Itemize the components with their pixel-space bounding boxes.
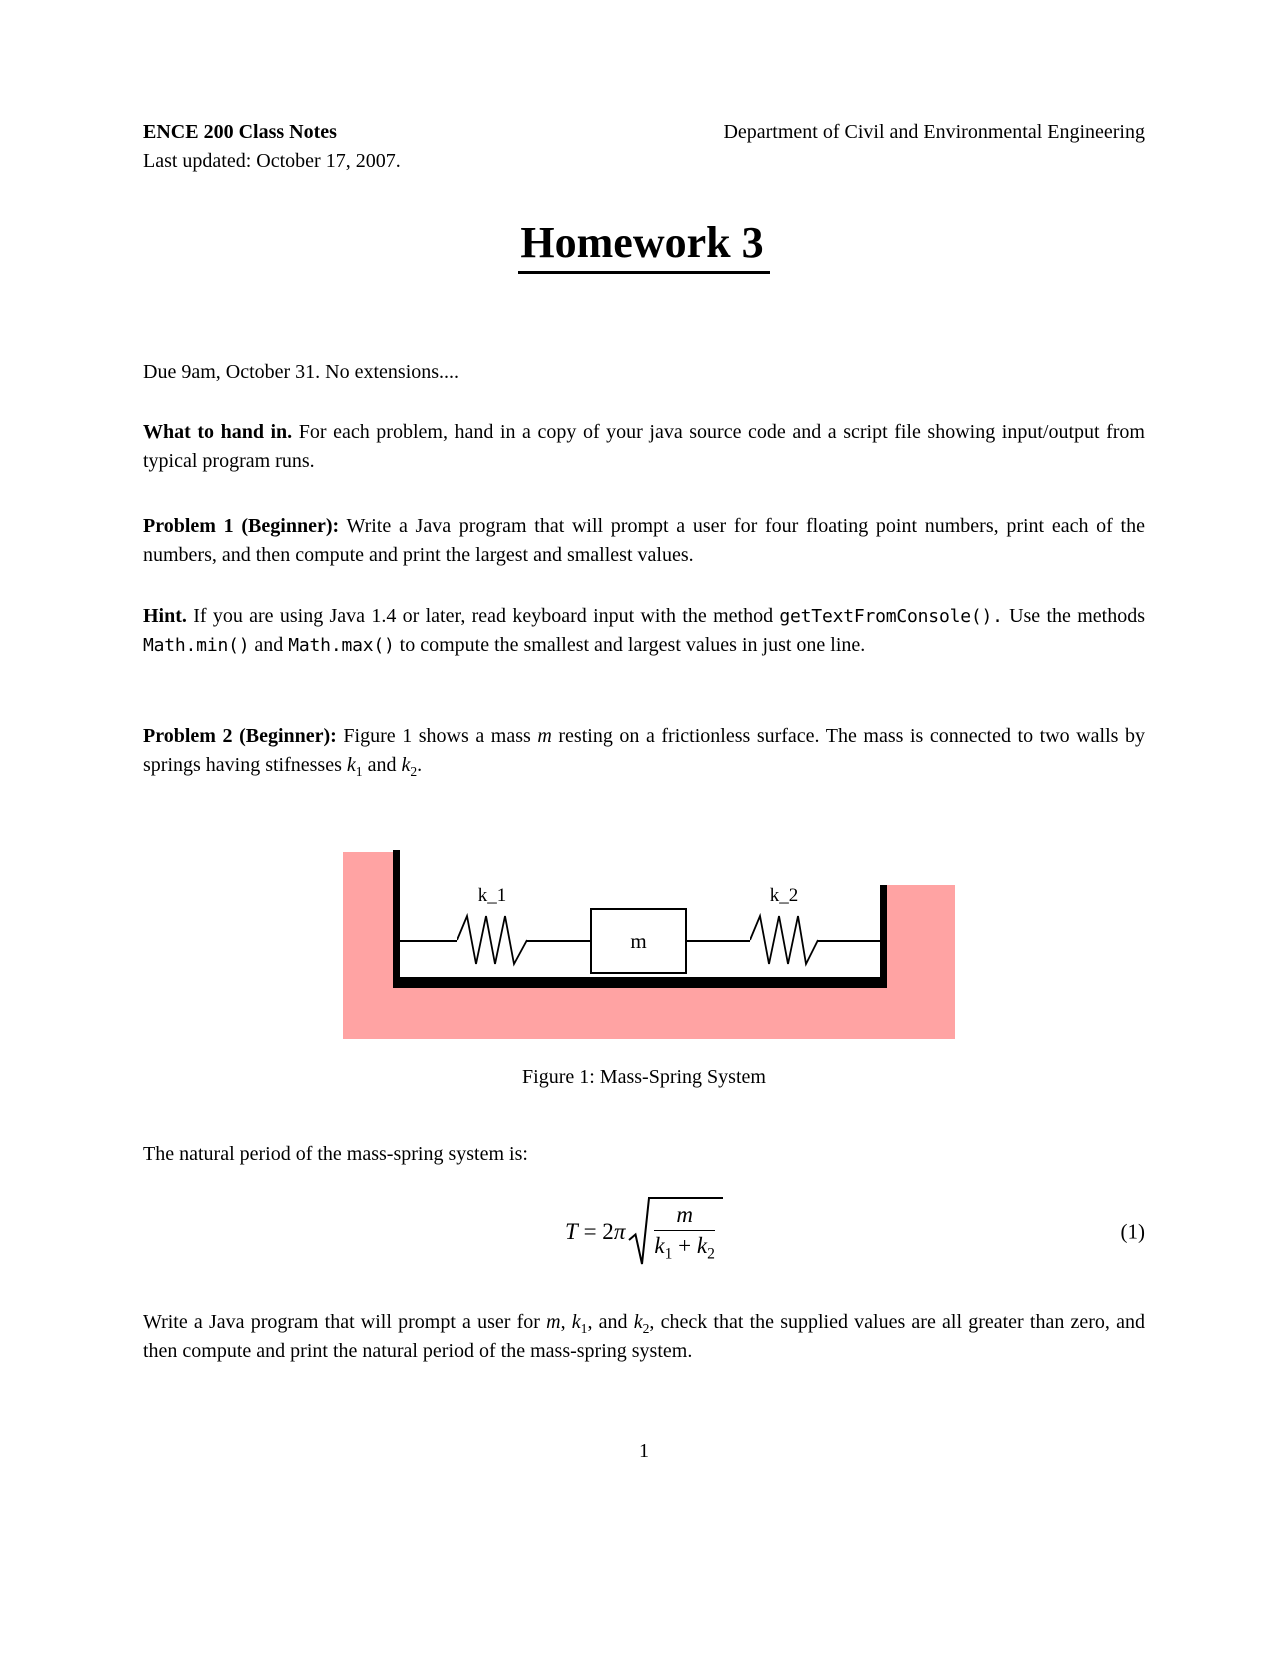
fraction-numerator: m (654, 1202, 715, 1231)
rod-left-outer (400, 940, 457, 942)
wall-left (393, 850, 400, 988)
spring-2-label: k_2 (769, 885, 799, 906)
foundation-bottom (343, 988, 955, 1039)
equation-body (565, 1196, 723, 1268)
problem-2-paragraph: Problem 2 (Beginner): Figure 1 shows a mass m resting on a frictionless surface. The mass is connected to two walls by springs having stifnesses $k_1$ and $k_2$. (143, 725, 1146, 779)
equation-1 (143, 1186, 1145, 1278)
spring-1-icon (457, 912, 527, 968)
title-block (143, 220, 1145, 274)
fraction (654, 1202, 715, 1264)
mass-block (590, 908, 687, 974)
course-title: ENCE 200 Class Notes (143, 121, 337, 143)
fraction-denominator: $k_1 + k_2$ (654, 1233, 715, 1264)
spring-2-icon (750, 912, 818, 968)
natural-period-intro: The natural period of the mass-spring system is: (143, 1143, 528, 1165)
rod-right-inner (683, 940, 750, 942)
equation-lhs: T = 2π (565, 1219, 626, 1244)
last-updated-line: Last updated: October 17, 2007. (143, 150, 401, 172)
radical (628, 1196, 723, 1268)
rod-left-inner (527, 940, 590, 942)
radical-sign-icon (628, 1196, 650, 1268)
figure-caption: Figure 1: Mass-Spring System (522, 1066, 766, 1088)
page-number: 1 (639, 1440, 649, 1462)
hand-in-paragraph: What to hand in. For each problem, hand in a copy of your java source code and a script file showing input/output from typical program runs. (143, 421, 1145, 472)
mass-label: m (630, 928, 647, 953)
figure-mass-spring (343, 850, 955, 1039)
problem-1-paragraph: Problem 1 (Beginner): Write a Java program that will prompt a user for four floating point numbers, print each of the numbers, and then compute and print the largest and smallest values. (143, 515, 1145, 566)
due-line: Due 9am, October 31. No extensions.... (143, 361, 460, 383)
rod-right-outer (818, 940, 880, 942)
document-header (143, 118, 1145, 147)
radicand (648, 1197, 723, 1264)
equation-number: (1) (1120, 1219, 1145, 1244)
wall-right (880, 885, 887, 988)
floor-bar (393, 977, 887, 988)
page-title: Homework 3 (518, 220, 769, 274)
hint-paragraph: Hint. If you are using Java 1.4 or later, read keyboard input with the method getTextFromConsole(). Use the methods Math.min() and Math.max() to compute the smallest and largest values in just one line. (143, 605, 1146, 656)
spring-1-label: k_1 (477, 885, 507, 906)
department-name: Department of Civil and Environmental Engineering (723, 121, 1145, 143)
closing-paragraph: Write a Java program that will prompt a user for m, $k_1$, and $k_2$, check that the supplied values are all greater than zero, and then compute and print the natural period of the mass-spring system. (143, 1311, 1145, 1362)
